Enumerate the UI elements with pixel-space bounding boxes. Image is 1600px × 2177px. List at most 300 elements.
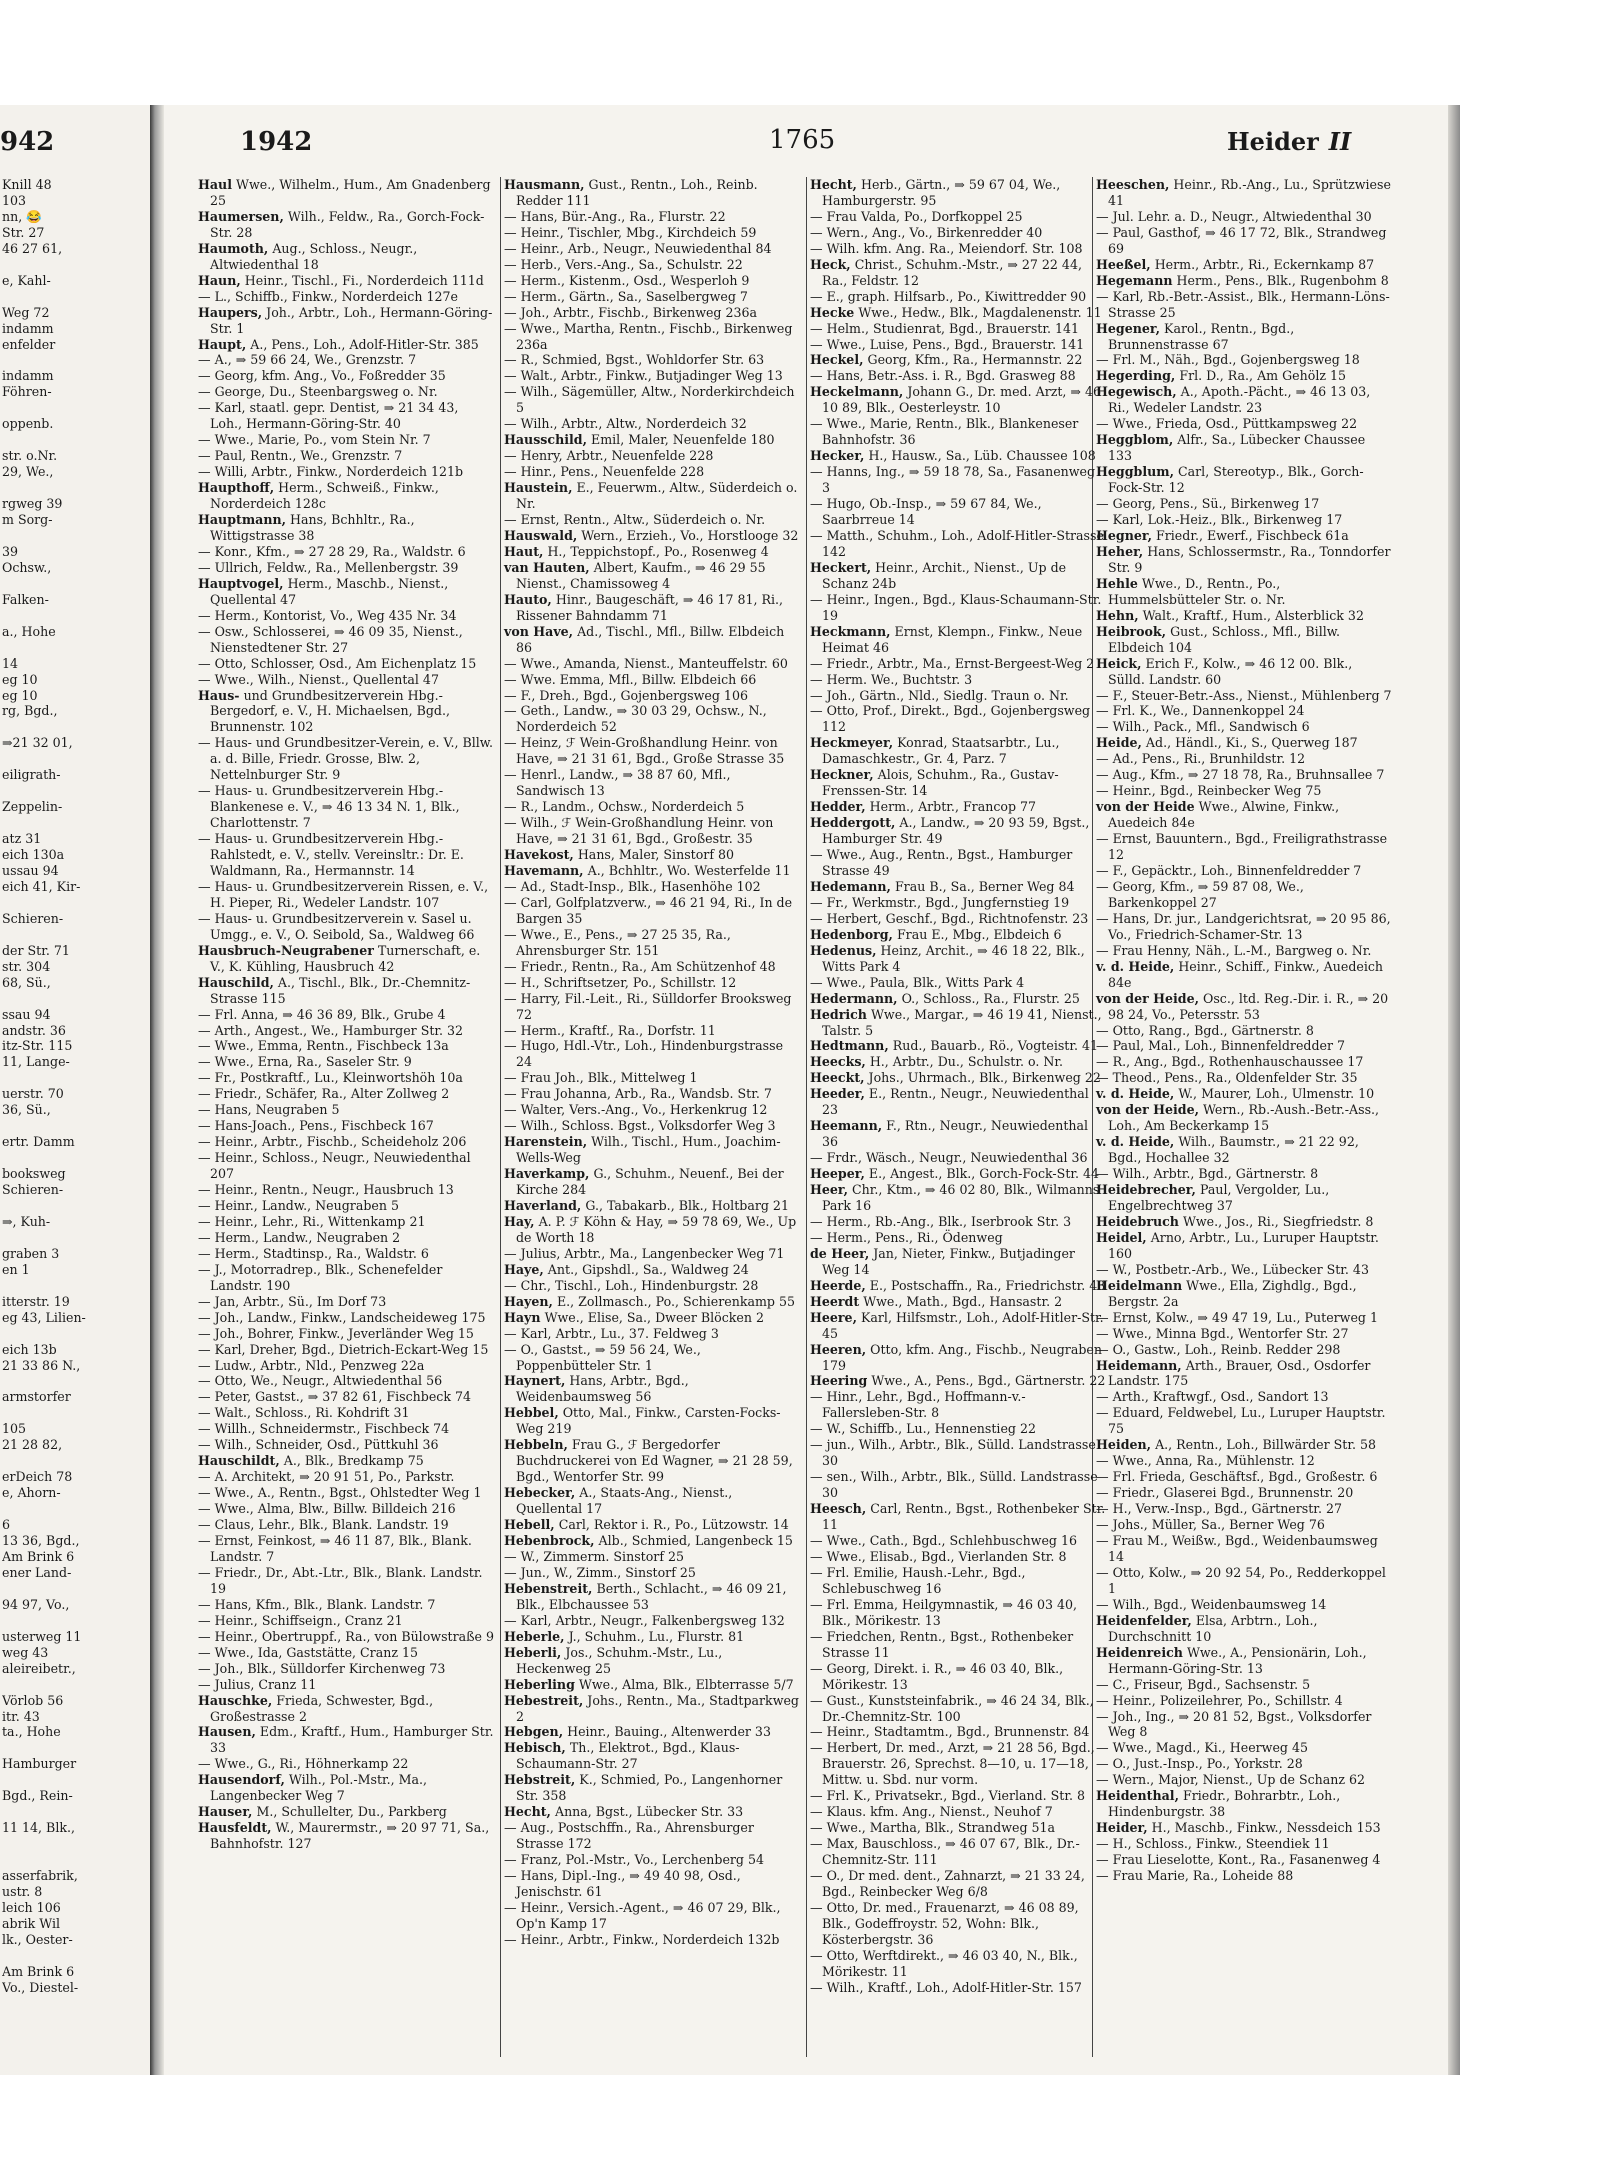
entry-details: — Wwe., Marie, Po., vom Stein Nr. 7: [198, 432, 431, 448]
entry-details: Hans, Schlossermstr., Ra., Tonndorfer Str. 9: [1108, 543, 1391, 575]
directory-entry: [504, 672, 800, 688]
directory-entry: [198, 1820, 494, 1852]
entry-surname: Hedtmann,: [810, 1038, 889, 1054]
entry-details: Hans, Maler, Sinstorf 80: [577, 847, 735, 863]
entry-surname: Hehle: [1096, 575, 1138, 591]
entry-details: — Harry, Fil.-Leit., Ri., Sülldorfer Brooksweg 72: [504, 990, 792, 1022]
entry-details: — Ernst, Bauuntern., Bgd., Freiligrathstrasse 12: [1096, 831, 1388, 863]
entry-details: Wwe., A., Pensionärin, Loh., Hermann-Göring-Str. 13: [1108, 1644, 1367, 1676]
entry-details: — Paul, Rentn., We., Grenzstr. 7: [198, 448, 403, 464]
directory-entry: [1096, 656, 1392, 688]
entry-details: — Wwe., Anna, Ra., Mühlenstr. 12: [1096, 1453, 1315, 1469]
entry-surname: von der Heide,: [1096, 1102, 1199, 1118]
entry-surname: Heide,: [1096, 735, 1142, 751]
directory-entry: [198, 1294, 494, 1310]
directory-entry: [504, 544, 800, 560]
entry-details: Frau E., Mbg., Elbdeich 6: [896, 926, 1062, 942]
entry-details: und Grundbesitzerverein Hbg.-Bergedorf, e. V., H. Michaelsen, Bgd., Brunnenstr. 102: [210, 687, 450, 735]
directory-entry: [1096, 368, 1392, 384]
entry-details: — Frdr., Wäsch., Neugr., Neuwiedenthal 36: [810, 1150, 1088, 1166]
directory-entry: [1096, 1533, 1392, 1565]
directory-entry: [198, 656, 494, 672]
directory-entry: [810, 1389, 1106, 1421]
entry-details: Friedr., Bohrarbtr., Loh., Hindenburgstr. 38: [1108, 1788, 1341, 1820]
entry-details: — Walter, Vers.-Ang., Vo., Herkenkrug 12: [504, 1102, 768, 1118]
left-page-fragment: 21 33 86 N.,: [2, 1357, 81, 1373]
entry-details: — Wwe., Alma, Blw., Billw. Billdeich 216: [198, 1501, 456, 1517]
directory-entry: [198, 1517, 494, 1533]
left-page-fragment: [2, 432, 146, 448]
entry-surname: Haun,: [198, 272, 241, 288]
directory-entry: [810, 1246, 1106, 1278]
directory-entry: [1096, 688, 1392, 704]
left-page-fragment: itterstr. 19: [2, 1293, 70, 1309]
directory-entry: [1096, 528, 1392, 544]
directory-entry: [810, 927, 1106, 943]
directory-entry: [504, 1868, 800, 1900]
directory-entry: [198, 1358, 494, 1374]
directory-entry: [198, 576, 494, 608]
entry-details: — Haus- und Grundbesitzer-Verein, e. V., Bllw. a. d. Bille, Friedr. Grosse, Blw. 2, Nettelnburger Str. 9: [198, 735, 494, 783]
entry-surname: Hecht,: [504, 1804, 551, 1820]
directory-entry: [1096, 1469, 1392, 1485]
entry-surname: Hecke: [810, 304, 855, 320]
entry-details: — Wwe., A., Rentn., Bgst., Ohlstedter Weg 1: [198, 1485, 482, 1501]
entry-surname: Hecht,: [810, 177, 857, 192]
entry-details: Karl, Hilfsmstr., Loh., Adolf-Hitler-Str. 45: [822, 1309, 1104, 1341]
entry-details: — Carl, Golfplatzverw., ⇒ 46 21 94, Ri., In de Bargen 35: [504, 894, 793, 926]
left-page-fragment: [2, 895, 146, 911]
left-page-fragment: Vo., Diestel-: [2, 1979, 79, 1995]
entry-details: Hinr., Baugeschäft, ⇒ 46 17 81, Ri., Rissener Bahndamm 71: [516, 591, 784, 623]
directory-entry: [1096, 1565, 1392, 1597]
entry-details: — Henrl., Landw., ⇒ 38 87 60, Mfl., Sandwisch 13: [504, 767, 731, 799]
directory-entry: [504, 895, 800, 927]
entry-details: — R., Schmied, Bgst., Wohldorfer Str. 63: [504, 352, 765, 368]
entry-details: Wilh., Pol.-Mstr., Ma., Langenbecker Weg 7: [210, 1772, 428, 1804]
entry-surname: Heidelmann: [1096, 1277, 1183, 1293]
entry-details: H., Arbtr., Du., Schulstr. o. Nr.: [869, 1054, 1064, 1070]
entry-details: — W., Zimmerm. Sinstorf 25: [504, 1548, 685, 1564]
entry-details: — Jan, Arbtr., Sü., Im Dorf 73: [198, 1293, 387, 1309]
entry-surname: Hausfeldt,: [198, 1820, 272, 1836]
left-page-fragment: graben 3: [2, 1245, 60, 1261]
left-page-fragment: [2, 1230, 146, 1246]
directory-entry: [198, 337, 494, 353]
entry-details: Wwe., Alwine, Finkw., Auedeich 84e: [1108, 799, 1340, 831]
directory-entry: [810, 767, 1106, 799]
left-page-fragment: 36, Sü.,: [2, 1102, 51, 1118]
entry-surname: Heesch,: [810, 1501, 867, 1517]
entry-surname: v. d. Heide,: [1096, 1134, 1175, 1150]
entry-surname: Hegewisch,: [1096, 384, 1177, 400]
directory-entry: [198, 783, 494, 831]
directory-entry: [810, 1182, 1106, 1214]
directory-entry: [198, 1629, 494, 1645]
left-page-fragment: eich 13b: [2, 1341, 57, 1357]
entry-details: — F., Steuer-Betr.-Ass., Nienst., Mühlenberg 7: [1096, 687, 1392, 703]
entry-details: Albert, Kaufm., ⇒ 46 29 55 Nienst., Chamissoweg 4: [516, 559, 766, 591]
left-page-fragment: [2, 480, 146, 496]
entry-details: — Georg, Kfm., ⇒ 59 87 08, We., Barkenkoppel 27: [1096, 878, 1304, 910]
left-page-fragment: [2, 1326, 146, 1342]
entry-details: Edm., Kraftf., Hum., Hamburger Str. 33: [210, 1724, 494, 1756]
entry-details: O., Schloss., Ra., Flurstr. 25: [901, 990, 1080, 1006]
entry-details: — Wwe., Martha, Blk., Strandweg 51a: [810, 1820, 1056, 1836]
entry-details: Th., Elektrot., Bgd., Klaus-Schaumann-Str. 27: [516, 1740, 740, 1772]
left-page-edge: [0, 105, 150, 2075]
directory-entry: [504, 815, 800, 847]
directory-entry: [504, 656, 800, 672]
directory-entry: [198, 1693, 494, 1725]
entry-details: Anna, Bgst., Lübecker Str. 33: [554, 1804, 744, 1820]
directory-entry: [504, 1118, 800, 1134]
directory-entry: [504, 1326, 800, 1342]
entry-details: Erich F., Kolw., ⇒ 46 12 00. Blk., Sülld. Landstr. 60: [1108, 655, 1353, 687]
directory-entry: [504, 1134, 800, 1166]
directory-entry: [810, 1724, 1106, 1740]
directory-entry: [810, 1868, 1106, 1900]
directory-entry: [504, 1852, 800, 1868]
directory-entry: [504, 688, 800, 704]
entry-details: — R., Landm., Ochsw., Norderdeich 5: [504, 799, 745, 815]
entry-details: A., Blk., Bredkamp 75: [283, 1453, 424, 1469]
entry-details: — Willh., Schneidermstr., Fischbeck 74: [198, 1421, 450, 1437]
directory-entry: [810, 225, 1106, 241]
directory-entry: [810, 1533, 1106, 1549]
entry-details: Berth., Schlacht., ⇒ 46 09 21, Blk., Elbchaussee 53: [516, 1580, 787, 1612]
directory-entry: [504, 1724, 800, 1740]
directory-entry: [1096, 831, 1392, 863]
left-page-fragment: Am Brink 6: [2, 1548, 75, 1564]
entry-details: — F., Dreh., Bgd., Gojenbergsweg 106: [504, 687, 748, 703]
directory-entry: [504, 847, 800, 863]
left-page-fragment: aleireibetr.,: [2, 1660, 76, 1676]
entry-details: — Jun., W., Zimm., Sinstorf 25: [504, 1564, 696, 1580]
entry-details: — Wwe., E., Pens., ⇒ 27 25 35, Ra., Ahrensburger Str. 151: [504, 926, 731, 958]
entry-details: — Wwe., Minna Bgd., Wentorfer Str. 27: [1096, 1325, 1349, 1341]
directory-entry: [198, 1469, 494, 1485]
entry-details: — Osw., Schlosserei, ⇒ 46 09 35, Nienst., Nienstedtener Str. 27: [198, 623, 463, 655]
directory-entry: [1096, 544, 1392, 576]
entry-details: — Wilh. kfm. Ang. Ra., Meiendorf. Str. 108: [810, 240, 1083, 256]
entry-details: E., Postschaffn., Ra., Friedrichstr. 43: [869, 1277, 1106, 1293]
directory-entry: [504, 1677, 800, 1693]
left-page-fragment: [2, 927, 146, 943]
directory-entry: [810, 975, 1106, 991]
directory-entry: [504, 1198, 800, 1214]
entry-details: — Otto, Dr. med., Frauenarzt, ⇒ 46 08 89, Blk., Godeffroystr. 52, Wohn: Blk., Kösterbergstr. 36: [810, 1899, 1079, 1947]
directory-entry: [504, 1613, 800, 1629]
directory-entry: [810, 1804, 1106, 1820]
directory-entry: [1096, 1054, 1392, 1070]
entry-surname: Hedder,: [810, 799, 866, 815]
entry-details: — Wern., Major, Nienst., Up de Schanz 62: [1096, 1772, 1366, 1788]
entry-details: Wwe., Jos., Ri., Siegfriedstr. 8: [1182, 1213, 1374, 1229]
entry-details: — Ernst, Rentn., Altw., Süderdeich o. Nr.: [504, 512, 766, 528]
directory-entry: [504, 1804, 800, 1820]
directory-entry: [198, 464, 494, 480]
entry-details: — Joh., Ing., ⇒ 20 81 52, Bgst., Volksdorfer Weg 8: [1096, 1708, 1372, 1740]
directory-entry: [1096, 177, 1392, 209]
directory-entry: [1096, 1278, 1392, 1310]
entry-details: — R., Ang., Bgd., Rothenhauschaussee 17: [1096, 1054, 1364, 1070]
directory-entry: [1096, 1613, 1392, 1645]
left-page-fragment: rgweg 39: [2, 496, 63, 512]
entry-surname: Heggblum,: [1096, 464, 1174, 480]
directory-entry: [810, 1214, 1106, 1230]
directory-entry: [1096, 1756, 1392, 1772]
entry-details: — Herb., Vers.-Ang., Sa., Schulstr. 22: [504, 256, 743, 272]
entry-details: — Otto, Prof., Direkt., Bgd., Gojenbergsweg 112: [810, 703, 1091, 735]
scan-margin-top: [0, 0, 1600, 50]
entry-details: — Joh., Gärtn., Nld., Siedlg. Traun o. Nr.: [810, 687, 1069, 703]
entry-details: — Herm. We., Buchtstr. 3: [810, 671, 973, 687]
entry-details: Wern., Erzieh., Vo., Horstlooge 32: [581, 527, 799, 543]
directory-entry: [198, 480, 494, 512]
entry-details: — Peter, Gastst., ⇒ 37 82 61, Fischbeck 74: [198, 1389, 472, 1405]
entry-details: — Wwe., G., Ri., Höhnerkamp 22: [198, 1756, 409, 1772]
left-page-fragment: eg 43, Lilien-: [2, 1309, 86, 1325]
entry-details: — Frau Marie, Ra., Loheide 88: [1096, 1868, 1294, 1884]
directory-entry: [198, 1198, 494, 1214]
column-rule: [806, 177, 807, 2057]
entry-details: — A., ⇒ 59 66 24, We., Grenzstr. 7: [198, 352, 417, 368]
left-page-fragment: eg 10: [2, 687, 38, 703]
directory-entry: [198, 1038, 494, 1054]
directory-entry: [810, 656, 1106, 672]
entry-details: — Heinr., Arbtr., Fischb., Scheideholz 206: [198, 1134, 467, 1150]
directory-entry: [810, 1565, 1106, 1597]
entry-details: — Wwe., Amanda, Nienst., Manteuffelstr. 60: [504, 655, 788, 671]
left-page-fragment: 105: [2, 1421, 27, 1437]
entry-details: — Arth., Angest., We., Hamburger Str. 32: [198, 1022, 464, 1038]
entry-surname: Heckmeyer,: [810, 735, 894, 751]
entry-details: — Otto, Kolw., ⇒ 20 92 54, Po., Redderkoppel 1: [1096, 1564, 1386, 1596]
directory-entry: [198, 1246, 494, 1262]
directory-entry: [198, 1326, 494, 1342]
entry-details: — Joh., Blk., Sülldorfer Kirchenweg 73: [198, 1660, 446, 1676]
directory-entry: [198, 672, 494, 688]
entry-details: — Heinr., Rentn., Neugr., Hausbruch 13: [198, 1182, 454, 1198]
entry-surname: Hebenbrock,: [504, 1533, 595, 1549]
entry-surname: Heidenthal,: [1096, 1788, 1179, 1804]
directory-entry: [1096, 799, 1392, 831]
entry-details: — Herm., Rb.-Ang., Blk., Iserbrook Str. 3: [810, 1213, 1072, 1229]
left-page-fragment: [2, 1198, 146, 1214]
left-page-fragment: enfelder: [2, 336, 56, 352]
directory-entry: [504, 1086, 800, 1102]
entry-details: Heinr., Rb.-Ang., Lu., Sprützwiese 41: [1108, 177, 1391, 208]
entry-surname: Hausschild,: [504, 432, 587, 448]
directory-entry: [1096, 943, 1392, 959]
directory-entry: [504, 177, 800, 209]
entry-details: — Heinr., Landw., Neugraben 5: [198, 1198, 399, 1213]
left-page-fragment: Vörlob 56: [2, 1692, 64, 1708]
left-page-fragment: ener Land-: [2, 1564, 72, 1580]
left-page-fragment: rg, Bgd.,: [2, 703, 58, 719]
left-page-fragment: 14: [2, 655, 19, 671]
left-page-fragment: ussau 94: [2, 862, 59, 878]
directory-entry: [810, 337, 1106, 353]
left-page-fragment: 39: [2, 543, 19, 559]
directory-entry: [1096, 1405, 1392, 1437]
left-page-fragment: 46 27 61,: [2, 240, 63, 256]
entry-surname: Haut,: [504, 543, 544, 559]
entry-details: — Frau Henny, Näh., L.-M., Bargweg o. Nr.: [1096, 942, 1372, 958]
directory-entry: [198, 400, 494, 432]
entry-surname: Heibrook,: [1096, 623, 1167, 639]
left-page-fragment: [2, 289, 146, 305]
directory-entry: [198, 1102, 494, 1118]
entry-details: Wwe., Alma, Blk., Elbterrasse 5/7: [578, 1676, 794, 1692]
entry-details: — Karl, Arbtr., Neugr., Falkenbergsweg 132: [504, 1612, 785, 1628]
entry-details: — O., Just.-Insp., Po., Yorkstr. 28: [1096, 1756, 1303, 1772]
entry-surname: Hauptmann,: [198, 512, 287, 528]
entry-details: — O., Gastst., ⇒ 59 56 24, We., Poppenbütteler Str. 1: [504, 1341, 701, 1373]
directory-entry: [1096, 703, 1392, 719]
directory-entry: [504, 1565, 800, 1581]
entry-details: Ernst, Klempn., Finkw., Neue Heimat 46: [822, 623, 1083, 655]
left-page-fragment: [2, 751, 146, 767]
entry-details: Arno, Arbtr., Lu., Luruper Hauptstr. 160: [1108, 1229, 1379, 1261]
entry-details: — Max, Bauschloss., ⇒ 46 07 67, Blk., Dr.-Chemnitz-Str. 111: [810, 1836, 1080, 1868]
left-page-fragment: [2, 1453, 146, 1469]
left-page-fragment: indamm: [2, 368, 54, 384]
directory-entry: [810, 305, 1106, 321]
left-page-fragment: [2, 1070, 146, 1086]
entry-details: — Otto, Schlosser, Osd., Am Eichenplatz 15: [198, 655, 477, 671]
left-page-fragment: itz-Str. 115: [2, 1038, 73, 1054]
entry-details: — Ernst, Kolw., ⇒ 49 47 19, Lu., Puterweg 1: [1096, 1309, 1378, 1325]
entry-details: Herm., Schweiß., Finkw., Norderdeich 128c: [210, 480, 439, 512]
left-page-fragment: [2, 257, 146, 273]
directory-entry: [198, 384, 494, 400]
header-year: 1942: [240, 127, 313, 157]
directory-entry: [198, 209, 494, 241]
entry-details: — Walt., Arbtr., Finkw., Butjadinger Weg 13: [504, 368, 783, 384]
entry-details: — Matth., Schuhm., Loh., Adolf-Hitler-Strasse 142: [810, 527, 1104, 559]
directory-entry: [198, 1772, 494, 1804]
entry-details: G., Schuhm., Neuenf., Bei der Kirche 284: [516, 1166, 784, 1198]
directory-page: [164, 105, 1454, 2075]
entry-details: Jos., Schuhm.-Mstr., Lu., Heckenweg 25: [516, 1644, 723, 1676]
entry-details: — Wwe., Marie, Rentn., Blk., Blankeneser Bahnhofstr. 36: [810, 416, 1079, 448]
directory-entry: [198, 560, 494, 576]
entry-details: — Helm., Studienrat, Bgd., Brauerstr. 141: [810, 320, 1080, 336]
directory-entry: [810, 991, 1106, 1007]
left-page-fragment: [2, 608, 146, 624]
left-page-fragment: eich 130a: [2, 847, 65, 863]
entry-details: — Otto, Rang., Bgd., Gärtnerstr. 8: [1096, 1022, 1314, 1038]
left-page-fragment: [2, 1948, 146, 1964]
directory-entry: [1096, 751, 1392, 767]
entry-surname: Hausbruch-Neugrabener: [198, 942, 374, 958]
entry-details: Herm., Arbtr., Ri., Eckernkamp 87: [1154, 256, 1375, 272]
entry-details: — Wilh., Kraftf., Loh., Adolf-Hitler-Str. 157: [810, 1979, 1082, 1995]
entry-details: Karol., Rentn., Bgd., Brunnenstrasse 67: [1108, 320, 1295, 352]
entry-surname: Hedenborg,: [810, 926, 893, 942]
entry-surname: Heerde,: [810, 1277, 866, 1293]
entry-details: G., Tabakarb., Blk., Holtbarg 21: [585, 1198, 789, 1213]
directory-column-3: [810, 177, 1106, 1996]
left-page-fragment: asserfabrik,: [2, 1868, 78, 1884]
entry-details: Wern., Rb.-Aush.-Betr.-Ass., Loh., Am Beckerkamp 15: [1108, 1102, 1380, 1134]
left-page-fragment: [2, 1772, 146, 1788]
left-page-fragment: [2, 1373, 146, 1389]
entry-details: — Walt., Schloss., Ri. Kohdrift 31: [198, 1405, 410, 1421]
directory-entry: [504, 1549, 800, 1565]
directory-entry: [504, 1166, 800, 1198]
entry-surname: Heckelmann,: [810, 384, 904, 400]
entry-details: — Heinr., Stadtamtm., Bgd., Brunnenstr. 84: [810, 1724, 1090, 1740]
entry-surname: Heidel,: [1096, 1229, 1147, 1245]
directory-entry: [504, 1405, 800, 1437]
left-page-fragment: leich 106: [2, 1899, 61, 1915]
entry-surname: Havekost,: [504, 847, 574, 863]
entry-details: Heinr., Tischl., Fi., Norderdeich 111d: [244, 272, 484, 288]
entry-surname: Havemann,: [504, 862, 584, 878]
entry-details: — H., Schloss., Finkw., Steendiek 11: [1096, 1836, 1330, 1852]
entry-details: Paul, Vergolder, Lu., Engelbrechtweg 37: [1108, 1182, 1330, 1213]
directory-entry: [1096, 863, 1392, 879]
entry-details: — Wwe., Luise, Pens., Bgd., Brauerstr. 141: [810, 336, 1085, 352]
entry-details: — Gust., Kunststeinfabrik., ⇒ 46 24 34, Blk., Dr.-Chemnitz-Str. 100: [810, 1692, 1094, 1724]
entry-details: A., Landw., ⇒ 20 93 59, Bgst., Hamburger Str. 49: [822, 815, 1090, 847]
entry-details: — Karl, Lok.-Heiz., Blk., Birkenweg 17: [1096, 512, 1343, 528]
entry-surname: Heckert,: [810, 559, 872, 575]
entry-details: — Heinr., Polizeilehrer, Po., Schillstr. 4: [1096, 1692, 1343, 1708]
directory-entry: [810, 1437, 1106, 1469]
entry-details: J., Schuhm., Lu., Flurstr. 81: [568, 1628, 745, 1644]
left-page-fragment: itr. 43: [2, 1708, 40, 1724]
entry-surname: Hay,: [504, 1213, 535, 1229]
entry-details: Wwe., Math., Bgd., Hansastr. 2: [863, 1293, 1063, 1309]
left-page-fragment: [2, 991, 146, 1007]
entry-details: — Herm., Pens., Ri., Ödenweg: [810, 1229, 1003, 1245]
entry-surname: Heeder,: [810, 1086, 865, 1102]
directory-entry: [504, 1533, 800, 1549]
entry-surname: v. d. Heide,: [1096, 1086, 1175, 1102]
directory-entry: [810, 1501, 1106, 1533]
directory-entry: [810, 735, 1106, 767]
entry-details: — Klaus. kfm. Ang., Nienst., Neuhof 7: [810, 1804, 1053, 1820]
entry-details: Wwe., D., Rentn., Po., Hummelsbütteler Str. o. Nr.: [1108, 575, 1286, 607]
entry-surname: Heemann,: [810, 1118, 883, 1134]
directory-entry: [504, 352, 800, 368]
directory-entry: [810, 1294, 1106, 1310]
left-page-fragments: [2, 177, 146, 1996]
directory-entry: [504, 368, 800, 384]
directory-entry: [198, 831, 494, 879]
entry-details: — Aug., Kfm., ⇒ 27 18 78, Ra., Bruhnsallee 7: [1096, 767, 1385, 783]
directory-entry: [1096, 225, 1392, 257]
left-page-fragment: [2, 1677, 146, 1693]
entry-details: — Chr., Tischl., Loh., Hindenburgstr. 28: [504, 1277, 759, 1293]
entry-surname: Heeschen,: [1096, 177, 1170, 192]
directory-entry: [1096, 1597, 1392, 1613]
directory-entry: [810, 368, 1106, 384]
entry-details: — Hans, Bür.-Ang., Ra., Flurstr. 22: [504, 208, 726, 224]
entry-details: — Konr., Kfm., ⇒ 27 28 29, Ra., Waldstr. 6: [198, 543, 466, 559]
entry-surname: Heddergott,: [810, 815, 896, 831]
entry-surname: Heere,: [810, 1309, 857, 1325]
directory-entry: [1096, 209, 1392, 225]
directory-entry: [810, 1980, 1106, 1996]
entry-surname: Haumoth,: [198, 240, 269, 256]
directory-entry: [1096, 1645, 1392, 1677]
entry-details: Wilh., Baumstr., ⇒ 21 22 92, Bgd., Hochallee 32: [1108, 1134, 1359, 1166]
